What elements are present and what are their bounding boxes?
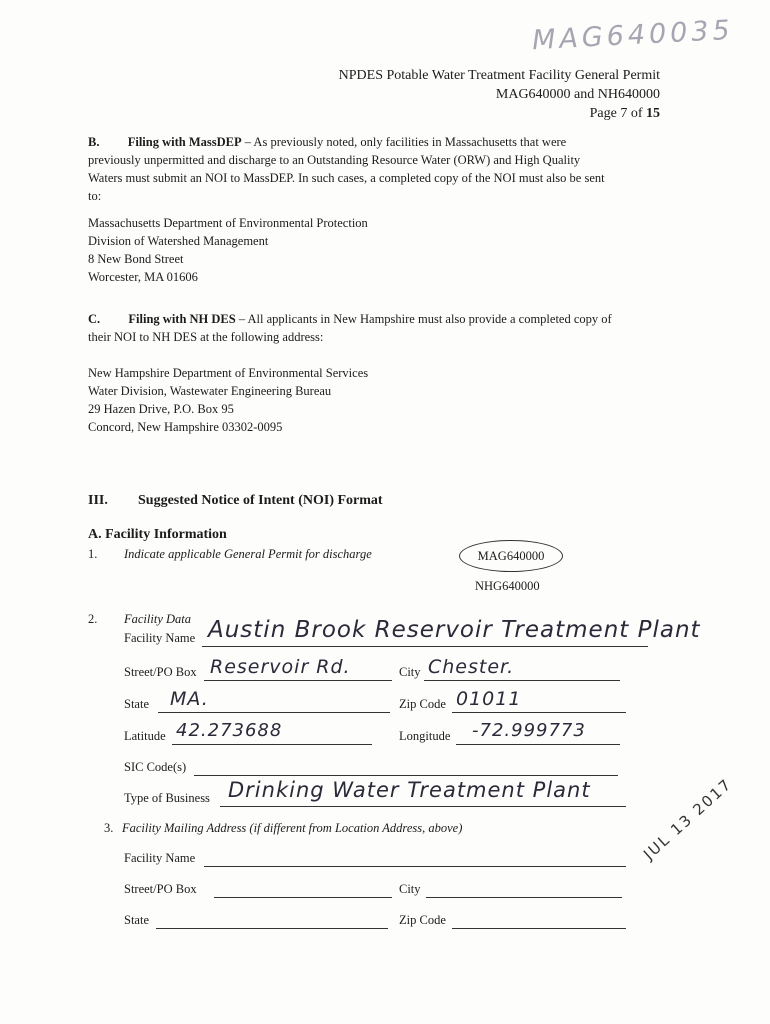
section-b	[88, 133, 608, 205]
document-header	[339, 66, 660, 123]
header-permit-numbers: MAG640000 and NH640000	[495, 87, 660, 102]
state-value[interactable]: MA.	[170, 688, 209, 710]
permit-option-mag-circled[interactable]: MAG640000	[459, 540, 563, 572]
latitude-label: Latitude	[124, 729, 166, 743]
permit-option-nhg[interactable]: NHG640000	[475, 579, 540, 593]
section-c	[88, 310, 628, 346]
mailing-street-label: Street/PO Box	[124, 882, 197, 896]
state-line	[158, 712, 390, 713]
sic-label: SIC Code(s)	[124, 760, 187, 774]
massdep-address: Massachusetts Department of Environmental Protection Division of Watershed Management 8 New Bond Street Worcester, MA 01606	[88, 216, 368, 284]
latitude-line	[172, 744, 372, 745]
mailing-street-line[interactable]	[214, 897, 392, 898]
mailing-city-label: City	[399, 882, 421, 896]
mailing-zip-label: Zip Code	[399, 913, 446, 927]
latitude-value[interactable]: 42.273688	[176, 720, 283, 741]
facility-name-line	[202, 646, 648, 647]
section-c-letter: C.	[88, 312, 101, 326]
mailing-city-line[interactable]	[426, 897, 622, 898]
street-value[interactable]: Reservoir Rd.	[210, 656, 351, 678]
longitude-value[interactable]: -72.999773	[472, 720, 586, 741]
mailing-state-line[interactable]	[156, 928, 388, 929]
longitude-label: Longitude	[399, 729, 451, 743]
business-value[interactable]: Drinking Water Treatment Plant	[228, 778, 591, 802]
street-line	[204, 680, 392, 681]
city-label: City	[399, 665, 421, 679]
mailing-zip-line[interactable]	[452, 928, 626, 929]
business-label: Type of Business	[124, 791, 210, 805]
section-c-title: Filing with NH DES	[128, 312, 236, 326]
item-2-number: 2.	[88, 612, 98, 626]
zip-line	[452, 712, 626, 713]
facility-name-value[interactable]: Austin Brook Reservoir Treatment Plant	[208, 617, 701, 643]
business-line	[220, 806, 626, 807]
section-b-letter: B.	[88, 135, 100, 149]
nhdes-address: New Hampshire Department of Environmental Services Water Division, Wastewater Engineering Bureau 29 Hazen Drive, P.O. Box 95 Concord, New Hampshire 03302-0095	[88, 366, 369, 434]
section-c-text: – All applicants in New Hampshire must also provide a completed copy of their NOI to NH DES at the following address:	[88, 312, 612, 344]
item-2-text: Facility Data	[124, 612, 191, 626]
item-1-number: 1.	[88, 547, 98, 561]
state-label: State	[124, 697, 149, 711]
header-title: NPDES Potable Water Treatment Facility General Permit	[338, 68, 660, 83]
section-iii-numeral: III.	[88, 493, 108, 508]
section-b-text: – As previously noted, only facilities in Massachusetts that were previously unpermitted and discharge to an Outstanding Resource Water (ORW) and High Quality Waters must submit an NOI to MassDEP. In such cases, a completed copy of the NOI must also be sent to:	[88, 135, 605, 203]
item-3-number: 3.	[104, 821, 114, 835]
city-line	[424, 680, 620, 681]
item-3-text: Facility Mailing Address (if different from Location Address, above)	[122, 821, 463, 835]
item-1-text: Indicate applicable General Permit for discharge	[124, 547, 372, 561]
zip-label: Zip Code	[399, 697, 446, 711]
mailing-facility-name-line[interactable]	[204, 866, 626, 867]
city-value[interactable]: Chester.	[428, 656, 515, 678]
street-label: Street/PO Box	[124, 665, 197, 679]
facility-name-label: Facility Name	[124, 631, 196, 645]
mailing-state-label: State	[124, 913, 149, 927]
sic-line	[194, 775, 618, 776]
section-iii-title: Suggested Notice of Intent (NOI) Format	[138, 493, 383, 508]
handwritten-permit-number: MAG640035	[531, 14, 735, 57]
header-page-number: Page 7 of 15	[589, 106, 660, 121]
facility-info-heading: A. Facility Information	[88, 527, 227, 542]
received-date-stamp: JUL 13 2017	[640, 774, 736, 864]
section-b-title: Filing with MassDEP	[127, 135, 242, 149]
mailing-facility-name-label: Facility Name	[124, 851, 196, 865]
longitude-line	[456, 744, 620, 745]
zip-value[interactable]: 01011	[456, 688, 522, 710]
